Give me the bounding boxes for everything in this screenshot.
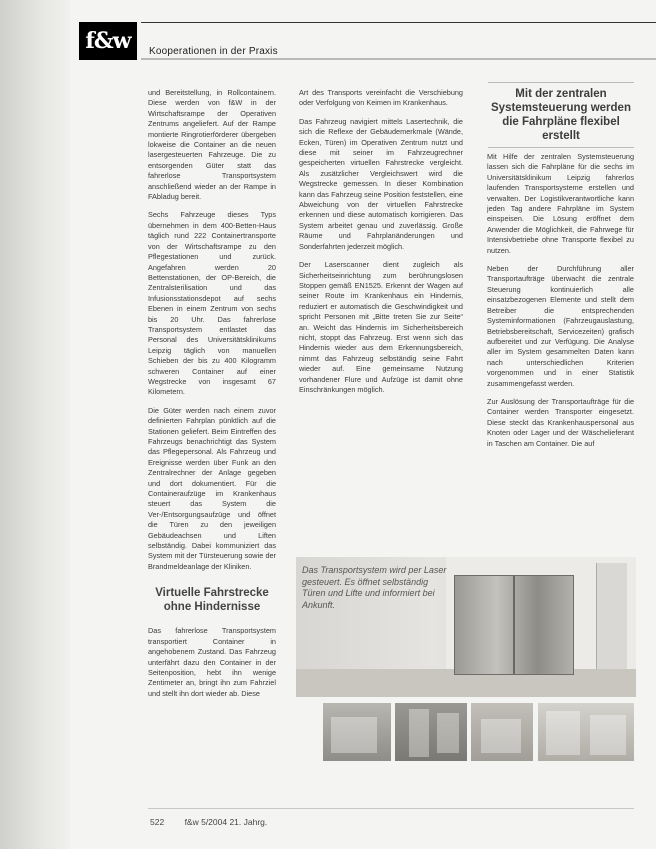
paragraph: Mit Hilfe der zentralen Systemsteuerung lassen sich die Fahrpläne für die sechs im Universitätsklinikum Leipzig fahrerlos laufenden Transportsysteme erstellen und verwalten. Der Logistikverantwortliche kann jeden Tag andere Fahrpläne im System einspeisen. Die Lösung eröffnet dem Anwender die Möglichkeit, die Fahrwege für Intensivbetriebe ohne Transporte flexibel zu nutzen. bbox=[487, 152, 634, 255]
sidebar-title: Mit der zentralen Systemsteuerung werden die Fahrpläne flexibel erstellt bbox=[491, 88, 631, 142]
page-number: 522 bbox=[150, 817, 165, 827]
paragraph: Neben der Durchführung aller Transportaufträge überwacht die zentrale Steuerung kontinuierlich alle einsatzbezogenen Elemente und stellt dem Betreiber die entsprechenden Systeminformationen (Fahrzeugauslastung, Betriebsbereitschaft, Servicezeiten) grafisch aufbereitet und zur Verfügung. Die Analyse aller im System gesammelten Daten kann nach unterschiedlichen Kriterien vorgenommen und in einer Statistik zusammengefasst werden. bbox=[487, 264, 634, 388]
section-title: Kooperationen in der Praxis bbox=[149, 46, 278, 57]
journal-logo: f&w bbox=[79, 22, 137, 60]
thumbnail-photo-4 bbox=[538, 703, 634, 761]
paragraph: Art des Transports vereinfacht die Verschiebung oder Verfolgung von Keimen im Krankenhaus. bbox=[299, 88, 463, 108]
transport-system-photo bbox=[296, 557, 636, 697]
page-footer bbox=[150, 817, 267, 827]
photo-door bbox=[596, 563, 627, 669]
paragraph: Die Güter werden nach einem zuvor definierten Fahrplan pünktlich auf die Stationen geliefert. Beim Eintreffen des Fahrzeugs benachrichtigt das System das Pflegepersonal. Als Fahrzeug und Ereignisse werden über Funk an den Zentralrechner der Anlage gegeben und dort dokumentiert. Für die Containeraufzüge im Krankenhaus steuert das System die Ver-/Entsorgungsaufzüge und öffnet die Türen zu den jeweiligen Gebäudeachsen und Liften selbständig. Dabei kommuniziert das System mit der Türsteuerung sowie der Brandmeldeanlage der Kliniken. bbox=[148, 405, 276, 571]
footer-rule bbox=[148, 808, 634, 809]
book-spine-shadow bbox=[0, 0, 80, 849]
header-rule bbox=[141, 58, 656, 60]
thumbnail-photo-3 bbox=[471, 703, 533, 761]
paragraph: Der Laserscanner dient zugleich als Sicherheitseinrichtung zum berührungslosen Stoppen gemäß EN1525. Erkennt der Wagen auf seiner Route im Krankenhaus ein Hindernis, reduziert er automatisch die Geschwindigkeit und spricht Personen mit „Bitte treten Sie zur Seite“ an. Weicht das Hindernis im Sicherheitsbereich nicht, stoppt das Fahrzeug. Erst wenn sich das Hindernis wieder aus dem Erkennungsbereich, nimmt das Fahrzeug selbständig seine Fahrt wieder auf. Eine gemeinsame Nutzung vorhandener Flure und Aufzüge ist damit ohne Einschränkungen möglich. bbox=[299, 260, 463, 394]
paragraph: Das Fahrzeug navigiert mittels Lasertechnik, die sich die Reflexe der Gebäudemerkmale (Wände, Ecken, Türen) im Operativen Zentrum nutzt und diese mit seiner im Fahrzeugrechner gespeicherten virtuellen Fahrstrecke vergleicht. Als zusätzlicher Vergleichswert wird die Wegstrecke gemessen. In dieser Kombination kann das Fahrzeug seine Position feststellen, eine Abweichung von der virtuellen Fahrstrecke erkennen und diese automatisch korrigieren. Das System arbeitet genau und zuverlässig. Große Räume und Fahrplanänderungen und Sonderfahrten jederzeit möglich. bbox=[299, 116, 463, 251]
thumbnail-photo-1 bbox=[323, 703, 391, 761]
thumbnail-photo-2 bbox=[395, 703, 467, 761]
article-column-2 bbox=[299, 88, 463, 403]
section-header bbox=[141, 22, 656, 61]
article-column-1 bbox=[148, 88, 276, 707]
transport-container bbox=[454, 575, 574, 675]
journal-issue: f&w 5/2004 21. Jahrg. bbox=[184, 817, 268, 827]
paragraph: Das fahrerlose Transportsystem transportiert Container in angehobenem Zustand. Das Fahrzeug unterfährt dazu den Container in der Seitenposition, hebt ihn wenige Zentimeter an, bringt ihn zum Fahrziel und stellt ihn dort wieder ab. Diese bbox=[148, 626, 276, 698]
paragraph: und Bereitstellung, in Rollcontainern. Diese werden von f&W in der Wirtschaftsrampe der Operativen Zentrums angeliefert. Auf der Rampe montierte Ringrotierförderer übergeben lokweise die Container an die neuen lasergesteuerten Fahrzeuge. Die zu entsorgenden Güter statt das fahrerlose Transportsystem anschließend wieder an der Rampe in FAbladug bereit. bbox=[148, 88, 276, 202]
paragraph: Sechs Fahrzeuge dieses Typs übernehmen in dem 400-Betten-Haus täglich rund 222 Containertransporte von der Wirtschaftsrampe zu den Pflegestationen und zurück. Angefahren werden 20 Bettenstationen, der OP-Bereich, die Zentralsterilisation und das Infusionsstationsdepot auf sechs Ebenen in einem Zentrum von sechs bis 20 Uhr. Das fahrerlose Transportsystem entlastet das Personal des Universitätsklinikums Leipzig täglich von manuellen Schieben der bis zu 400 Kilogramm schweren Container auf einer Wegstrecke von insgesamt 67 Kilometern. bbox=[148, 210, 276, 397]
sidebar-column bbox=[487, 152, 634, 457]
photo-caption: Das Transportsystem wird per Laser gesteuert. Es öffnet selbständig Türen und Lifte und informiert bei Ankunft. bbox=[302, 565, 447, 610]
subheading: Virtuelle Fahrstrecke ohne Hindernisse bbox=[155, 587, 269, 614]
sidebar-heading-box bbox=[488, 82, 634, 148]
paragraph: Zur Auslösung der Transportaufträge für die Container werden Transporter eingesetzt. Diese steckt das Krankenhauspersonal aus Knoten oder Lager und der Wäschelieferant in Taschen am Container. Die auf bbox=[487, 396, 634, 448]
